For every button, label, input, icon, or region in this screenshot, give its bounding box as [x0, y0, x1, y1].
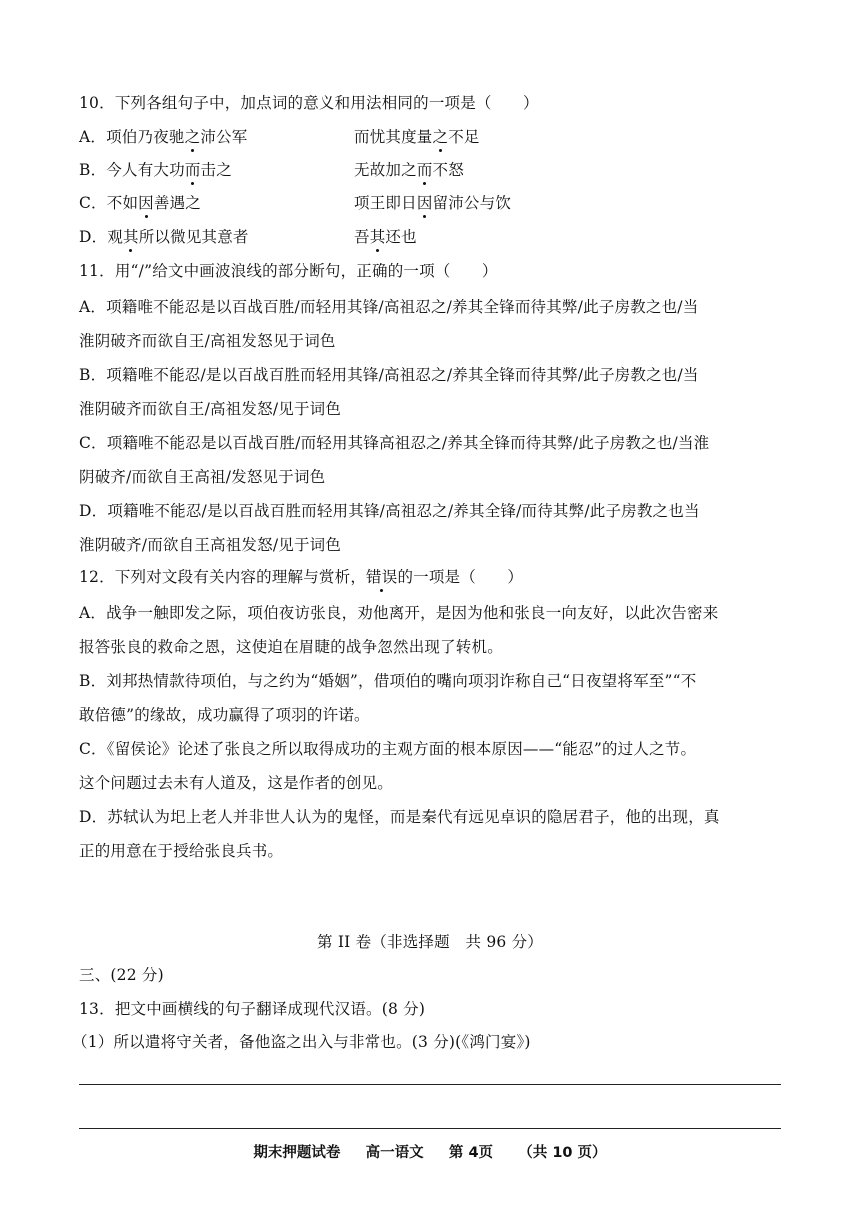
q10-option-b-right: 无故加之而不怒	[354, 161, 464, 179]
q12-option-c-line2: 这个问题过去未有人道及，这是作者的创见。	[79, 774, 394, 792]
q11-option-a-line1: A．项籍唯不能忍是以百战百胜/而轻用其锋/高祖忍之/养其全锋而待其弊/此子房教之也/当	[79, 298, 699, 316]
q11-option-d-line2: 淮阴破齐/而欲自王高祖发怒/见于词色	[79, 536, 342, 554]
q11-option-b-line1: B．项籍唯不能忍/是以百战百胜而轻用其锋/高祖忍之/养其全锋而待其弊/此子房教之也/当	[79, 366, 699, 384]
emphasis-dot: 错误	[366, 568, 398, 586]
q13-stem: 13．把文中画横线的句子翻译成现代汉语。(8 分)	[79, 1000, 426, 1018]
q13-sub1: （1）所以遣将守关者，备他盗之出入与非常也。(3 分)(《鸿门宴》)	[72, 1033, 531, 1051]
q12-stem: 12．下列对文段有关内容的理解与赏析，错误的一项是（ ）	[79, 568, 524, 586]
q12-option-b-line2: 敢倍德”的缘故，成功赢得了项羽的许诺。	[79, 706, 370, 724]
q12-option-a-line2: 报答张良的救命之恩，这使迫在眉睫的战争忽然出现了转机。	[79, 638, 503, 656]
q11-stem: 11．用“/”给文中画波浪线的部分断句，正确的一项（ ）	[79, 262, 498, 280]
page-footer: 期末押题试卷 高一语文 第 4页 （共 10 页）	[253, 1145, 607, 1161]
q12-option-b-line1: B．刘邦热情款待项伯，与之约为“婚姻”，借项伯的嘴向项羽诈称自己“日夜望将军至”“不	[79, 672, 697, 690]
emphasis-dot: 因	[138, 194, 154, 212]
q10-option-c-left: C．不如因善遇之	[79, 194, 201, 212]
q11-option-c-line2: 阴破齐/而欲自王高祖/发怒见于词色	[79, 468, 326, 486]
footer-rule	[79, 1128, 781, 1129]
q12-option-d-line1: D．苏轼认为圯上老人并非世人认为的鬼怪，而是秦代有远见卓识的隐居君子，他的出现，真	[79, 808, 720, 826]
q11-option-a-line2: 淮阴破齐而欲自王/高祖发怒见于词色	[79, 332, 336, 350]
emphasis-dot: 其	[123, 228, 139, 246]
q11-option-b-line2: 淮阴破齐而欲自王/高祖发怒/见于词色	[79, 400, 342, 418]
q10-option-d-left: D．观其所以微见其意者	[79, 228, 249, 246]
q10-option-a-right: 而忧其度量之不足	[354, 128, 480, 146]
emphasis-dot: 而	[184, 161, 201, 179]
q10-option-c-right: 项王即日因留沛公与饮	[354, 194, 512, 212]
q12-option-c-line1: C．《留侯论》论述了张良之所以取得成功的主观方面的根本原因——“能忍”的过人之节。	[79, 740, 697, 758]
emphasis-dot: 其	[369, 228, 386, 246]
section-title: 第 II 卷（非选择题 共 96 分）	[317, 933, 543, 951]
q10-stem: 10．下列各组句子中，加点词的意义和用法相同的一项是（ ）	[79, 94, 539, 112]
emphasis-dot: 而	[416, 161, 433, 179]
q10-option-d-right: 吾其还也	[354, 228, 417, 246]
q12-option-d-line2: 正的用意在于授给张良兵书。	[79, 842, 284, 860]
emphasis-dot: 之	[184, 128, 201, 146]
q10-option-b-left: B．今人有大功而击之	[79, 161, 232, 179]
q10-option-a-left: A．项伯乃夜驰之沛公军	[79, 128, 248, 146]
emphasis-dot: 之	[432, 128, 449, 146]
q12-option-a-line1: A．战争一触即发之际，项伯夜访张良，劝他离开，是因为他和张良一向友好，以此次告密来	[79, 604, 719, 622]
q11-option-c-line1: C．项籍唯不能忍是以百战百胜/而轻用其锋高祖忍之/养其全锋而待其弊/此子房教之也/当淮	[79, 434, 710, 452]
emphasis-dot: 因	[416, 194, 433, 212]
answer-line	[79, 1084, 781, 1085]
part-three-heading: 三、(22 分)	[79, 966, 164, 984]
q11-option-d-line1: D．项籍唯不能忍/是以百战百胜而轻用其锋/高祖忍之/养其全锋/而待其弊/此子房教之也当	[79, 502, 700, 520]
